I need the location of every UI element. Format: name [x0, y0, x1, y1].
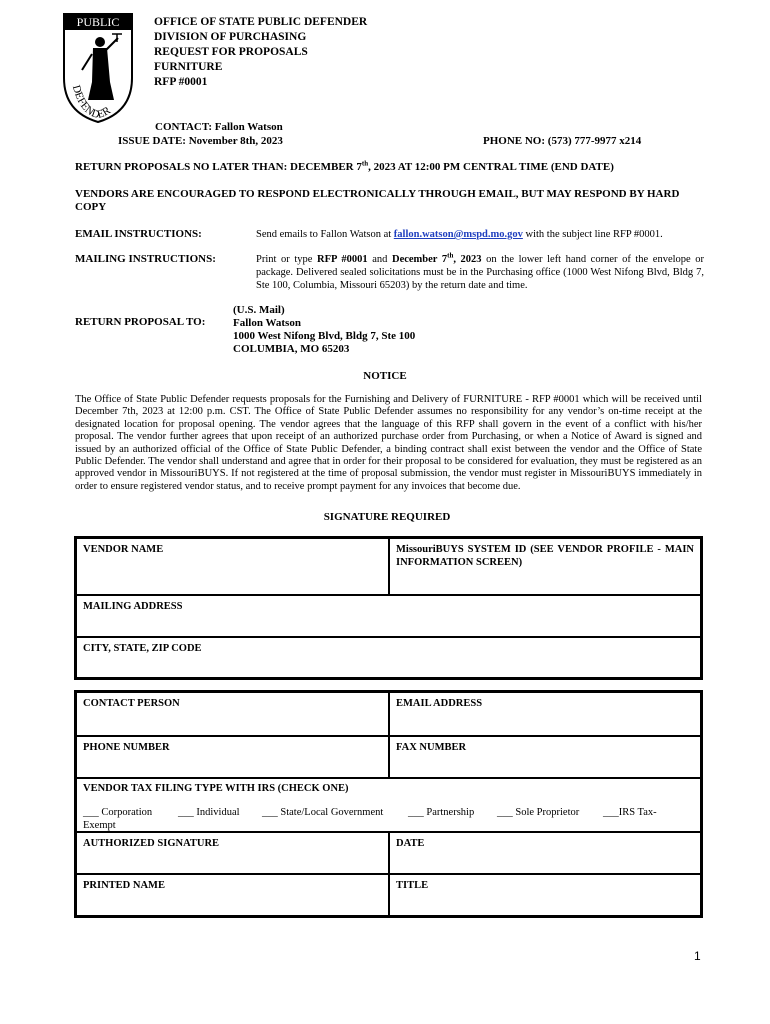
date-field[interactable]: DATE — [389, 832, 701, 874]
phone-number-field[interactable]: PHONE NUMBER — [76, 736, 389, 778]
email-link[interactable]: fallon.watson@mspd.mo.gov — [393, 229, 523, 240]
header-office: OFFICE OF STATE PUBLIC DEFENDER — [154, 16, 368, 28]
tax-option-government[interactable]: ___ State/Local Government — [262, 807, 384, 818]
return-address-name: Fallon Watson — [233, 317, 301, 329]
missouribuys-id-field[interactable]: MissouriBUYS SYSTEM ID (SEE VENDOR PROFILE - MAIN INFORMATION SCREEN) — [389, 538, 701, 595]
mailing-instructions-label: MAILING INSTRUCTIONS: — [75, 253, 216, 265]
email-instructions-label: EMAIL INSTRUCTIONS: — [75, 228, 202, 240]
vendors-encouraged: VENDORS ARE ENCOURAGED TO RESPOND ELECTRONICALLY THROUGH EMAIL, BUT MAY RESPOND BY HARD COPY — [75, 188, 680, 213]
header-rfp-number: RFP #0001 — [154, 76, 208, 88]
logo-top-text: PUBLIC — [76, 15, 120, 29]
email-address-field[interactable]: EMAIL ADDRESS — [389, 692, 701, 736]
signature-required: SIGNATURE REQUIRED — [323, 511, 451, 523]
header-furniture: FURNITURE — [154, 61, 223, 73]
city-state-zip-field[interactable]: CITY, STATE, ZIP CODE — [76, 637, 701, 678]
page-number: 1 — [694, 949, 701, 963]
printed-name-field[interactable]: PRINTED NAME — [76, 874, 389, 916]
title-field[interactable]: TITLE — [389, 874, 701, 916]
phone-number: PHONE NO: (573) 777-9977 x214 — [483, 135, 642, 147]
fax-number-field[interactable]: FAX NUMBER — [389, 736, 701, 778]
email-instructions-text: Send emails to Fallon Watson at fallon.watson@mspd.mo.gov with the subject line RFP #0001. — [256, 229, 663, 240]
return-address-mail: (U.S. Mail) — [233, 304, 285, 316]
header-rfp-title: REQUEST FOR PROPOSALS — [154, 46, 308, 58]
authorized-signature-field[interactable]: AUTHORIZED SIGNATURE — [76, 832, 389, 874]
tax-option-irs-exempt[interactable]: ___IRS Tax- — [603, 807, 657, 818]
contact-person-field[interactable]: CONTACT PERSON — [76, 692, 389, 736]
tax-option-exempt-wrap: Exempt — [83, 820, 116, 831]
return-address-city: COLUMBIA, MO 65203 — [233, 343, 350, 355]
contact-line: CONTACT: Fallon Watson — [155, 121, 283, 133]
issue-date: ISSUE DATE: November 8th, 2023 — [118, 135, 283, 147]
public-defender-logo — [62, 12, 134, 124]
tax-option-corporation[interactable]: ___ Corporation — [83, 807, 153, 818]
return-proposal-label: RETURN PROPOSAL TO: — [75, 316, 206, 328]
vendor-info-table — [74, 536, 703, 680]
header-division: DIVISION OF PURCHASING — [154, 31, 307, 43]
return-address-street: 1000 West Nifong Blvd, Bldg 7, Ste 100 — [233, 330, 416, 342]
tax-filing-type-label: VENDOR TAX FILING TYPE WITH IRS (CHECK ONE) — [83, 783, 349, 794]
logo-shield-icon — [62, 12, 134, 124]
logo-bottom-text: DEFENDER — [69, 83, 113, 122]
contact-info-table — [74, 690, 703, 918]
return-deadline: RETURN PROPOSALS NO LATER THAN: DECEMBER 7th, 2023 AT 12:00 PM CENTRAL TIME (END DATE) — [75, 159, 614, 173]
tax-option-partnership[interactable]: ___ Partnership — [408, 807, 475, 818]
mailing-instructions-text: Print or type RFP #0001 and December 7th, 2023 on the lower left hand corner of the envelope or package. Delivered sealed solicitations must be in the Purchasing office (1000 West Nifong Blvd, Bldg 7, Ste 100, Columbia, Missouri 65203) by the return date and time. — [256, 251, 705, 291]
vendor-name-field[interactable]: VENDOR NAME — [76, 538, 389, 595]
notice-body: The Office of State Public Defender requests proposals for the Furnishing and Delivery of FURNITURE - RFP #0001 which will be received until December 7th, 2023 at 12:00 p.m. CST. The Office of State Public Defender assumes no responsibility for any vendor’s on-time receipt at the designated location for proposal opening. The vendor agrees that the language of this RFP shall govern in the event of a conflict with his/her proposal. The vendor further agrees that upon receipt of an authorized purchase order from Purchasing, or when a Notice of Award is signed and issued by an authorized official of the Office of State Public Defender, a binding contract shall exist between the vendor and the Office of State Public Defender. The vendor shall understand and agree that in order for their proposal to be considered for evaluation, they must be registered as an approved vendor in MissouriBUYS. If not registered at the time of proposal submission, the vendor must register in MissouriBUYS immediately in order to ensure registered vendor status, and to receive prompt payment for any invoices that become due. — [75, 394, 702, 492]
tax-option-sole-proprietor[interactable]: ___ Sole Proprietor — [497, 807, 580, 818]
tax-filing-type-field — [76, 778, 701, 832]
notice-title: NOTICE — [363, 370, 407, 382]
mailing-address-field[interactable]: MAILING ADDRESS — [76, 595, 701, 637]
tax-option-individual[interactable]: ___ Individual — [178, 807, 240, 818]
